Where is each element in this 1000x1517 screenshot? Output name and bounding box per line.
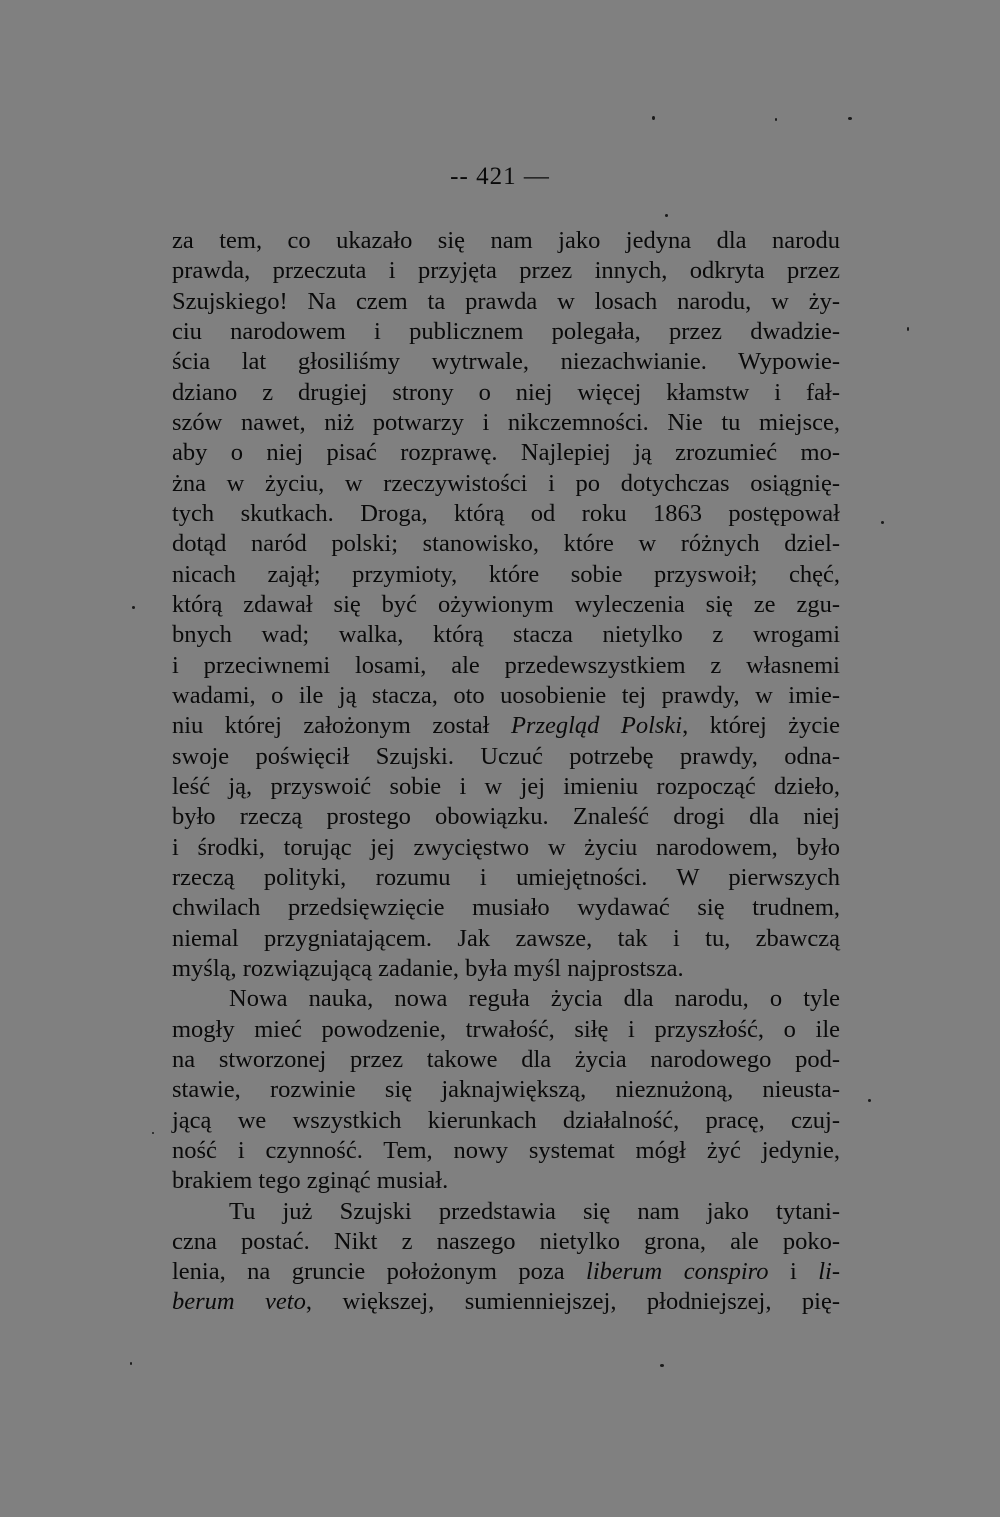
text-line: mogły mieć powodzenie, trwałość, siłę i przyszłość, o ile xyxy=(172,1015,840,1043)
text-line: dotąd naród polski; stanowisko, które w różnych dziel- xyxy=(172,530,840,558)
text-line: wadami, o ile ją stacza, oto uosobienie tej prawdy, w imie- xyxy=(172,681,840,709)
text-line: chwilach przedsięwzięcie musiało wydawać się trudnem, xyxy=(172,894,840,922)
scan-speck xyxy=(130,1362,132,1365)
text-line-with-latin xyxy=(172,1287,840,1317)
latin-phrase-fragment: berum veto xyxy=(172,1288,306,1316)
text-fragment: i xyxy=(768,1258,819,1286)
scan-speck xyxy=(652,116,655,120)
scan-speck xyxy=(660,1364,664,1367)
text-line-with-title xyxy=(172,711,840,741)
text-line: którą zdawał się być ożywionym wyleczenia się ze zgu- xyxy=(172,590,840,618)
paragraph-start-line: Nowa nauka, nowa reguła życia dla narodu, o tyle xyxy=(229,985,840,1013)
text-line: i przeciwnemi losami, ale przedewszystkiem z własnemi xyxy=(172,651,840,679)
text-line: szów nawet, niż potwarzy i nikczemności. Nie tu miejsce, xyxy=(172,408,840,436)
text-line: myślą, rozwiązującą zadanie, była myśl najprostsza. xyxy=(172,954,684,982)
text-line: dziano z drugiej strony o niej więcej kłamstw i fał- xyxy=(172,378,840,406)
page-number: -- 421 — xyxy=(450,163,550,190)
text-line: aby o niej pisać rozprawę. Najlepiej ją zrozumieć mo- xyxy=(172,439,840,467)
text-line: na stworzonej przez takowe dla życia narodowego pod- xyxy=(172,1045,840,1073)
text-fragment: niu której założonym został xyxy=(172,712,511,740)
scan-speck xyxy=(152,1132,154,1134)
body-text xyxy=(172,226,840,1318)
scan-speck xyxy=(881,521,884,524)
text-line: ścia lat głosiliśmy wytrwale, niezachwianie. Wypowie- xyxy=(172,348,840,376)
scan-speck xyxy=(775,118,777,121)
text-line: nicach zajął; przymioty, które sobie przyswoił; chęć, xyxy=(172,560,840,588)
text-line: brakiem tego zginąć musiał. xyxy=(172,1167,449,1195)
latin-phrase: liberum conspiro xyxy=(586,1258,769,1286)
text-line-with-latin xyxy=(172,1257,840,1287)
text-fragment: , której życie xyxy=(682,712,840,740)
text-line: za tem, co ukazało się nam jako jedyna dla narodu xyxy=(172,227,840,254)
text-line: Szujskiego! Na czem ta prawda w losach narodu, w ży- xyxy=(172,287,840,315)
text-line: swoje poświęcił Szujski. Uczuć potrzebę prawdy, odna- xyxy=(172,742,840,770)
scan-speck xyxy=(868,1099,871,1102)
text-line: czna postać. Nikt z naszego nietylko grona, ale poko- xyxy=(172,1227,840,1255)
text-line: żna w życiu, w rzeczywistości i po dotychczas osiągnię- xyxy=(172,469,840,497)
text-fragment: , większej, sumienniejszej, płodniejszej, pię- xyxy=(305,1288,840,1316)
text-line: ciu narodowem i publicznem polegała, przez dwadzie- xyxy=(172,317,840,345)
text-line: było rzeczą prostego obowiązku. Znaleść drogi dla niej xyxy=(172,803,840,831)
text-line: bnych wad; walka, którą stacza nietylko z wrogami xyxy=(172,621,840,649)
paragraph-start-line: Tu już Szujski przedstawia się nam jako tytani- xyxy=(229,1197,840,1225)
text-line: niemal przygniatającem. Jak zawsze, tak i tu, zbawczą xyxy=(172,924,840,952)
latin-phrase-fragment: li- xyxy=(818,1258,841,1286)
text-line: stawie, rozwinie się jaknajwiększą, nieznużoną, nieusta- xyxy=(172,1076,840,1104)
text-line: leść ją, przyswoić sobie i w jej imieniu rozpocząć dzieło, xyxy=(172,772,840,800)
scan-speck xyxy=(848,117,852,120)
text-line: prawda, przeczuta i przyjęta przez innych, odkryta przez xyxy=(172,257,840,285)
text-line: tych skutkach. Droga, którą od roku 1863 postępował xyxy=(172,499,840,527)
text-line: ność i czynność. Tem, nowy systemat mógł żyć jedynie, xyxy=(172,1136,840,1164)
text-fragment: lenia, na gruncie położonym poza xyxy=(172,1258,587,1286)
scan-speck xyxy=(665,214,668,217)
text-line: i środki, torując jej zwycięstwo w życiu narodowem, było xyxy=(172,833,840,861)
text-line: rzeczą polityki, rozumu i umiejętności. W pierwszych xyxy=(172,863,840,891)
text-line: jącą we wszystkich kierunkach działalność, pracę, czuj- xyxy=(172,1106,840,1134)
scan-speck xyxy=(907,327,909,331)
journal-title: Przegląd Polski xyxy=(510,712,683,740)
scan-speck xyxy=(132,606,135,609)
